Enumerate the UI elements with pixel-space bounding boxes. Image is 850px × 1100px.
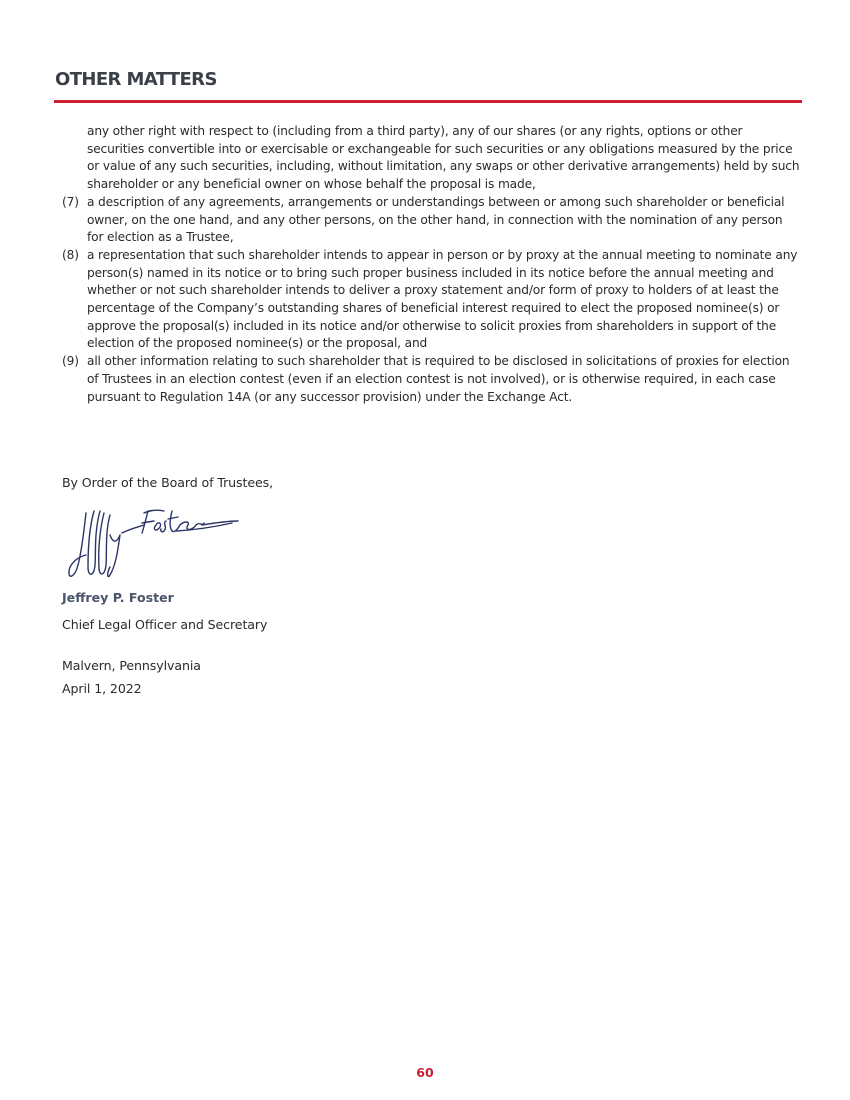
date: April 1, 2022 <box>62 681 142 696</box>
location: Malvern, Pennsylvania <box>62 658 201 673</box>
signature-icon <box>64 505 244 585</box>
item-text: a description of any agreements, arrangements or understandings between or among such shareholder or beneficial owner, on the one hand, and any other persons, on the other hand, in connection with the nomination of any person for election as a Trustee, <box>87 194 785 245</box>
item-text: a representation that such shareholder intends to appear in person or by proxy at the annual meeting to nominate any person(s) named in its notice or to bring such proper business included in its notice before the annual meeting and whether or not such shareholder intends to deliver a proxy statement and/or form of proxy to holders of at least the percentage of the Company’s outstanding shares of beneficial interest required to elect the proposed nominee(s) or approve the proposal(s) included in its notice and/or otherwise to solicit proxies from shareholders in support of the election of the proposed nominee(s) or the proposal, and <box>87 247 798 351</box>
item-number: (7) <box>62 194 79 209</box>
list-item-9 <box>62 353 802 406</box>
signer-title: Chief Legal Officer and Secretary <box>62 617 268 632</box>
item-text: all other information relating to such shareholder that is required to be disclosed in solicitations of proxies for election of Trustees in an election contest (even if an election contest is not involved), or is otherwise required, in each case pursuant to Regulation 14A (or any successor provision) under the Exchange Act. <box>87 354 790 404</box>
closing-line: By Order of the Board of Trustees, <box>62 475 274 490</box>
page-number: 60 <box>416 1065 434 1080</box>
list-item-8 <box>62 247 802 353</box>
list-item-7 <box>62 194 802 247</box>
item-text: any other right with respect to (including from a third party), any of our shares (or any rights, options or other securities convertible into or exercisable or exchangeable for such securities or any obligations measured by the price or value of any such securities, including, without limitation, any swaps or other derivative arrangements) held by such shareholder or any beneficial owner on whose behalf the proposal is made, <box>87 124 800 192</box>
title-divider <box>54 100 802 103</box>
page-title: OTHER MATTERS <box>55 69 217 90</box>
numbered-list <box>62 123 802 406</box>
signer-name: Jeffrey P. Foster <box>62 590 174 605</box>
item-number: (8) <box>62 247 79 262</box>
item-number: (9) <box>62 354 79 369</box>
list-item-continuation <box>62 123 802 194</box>
